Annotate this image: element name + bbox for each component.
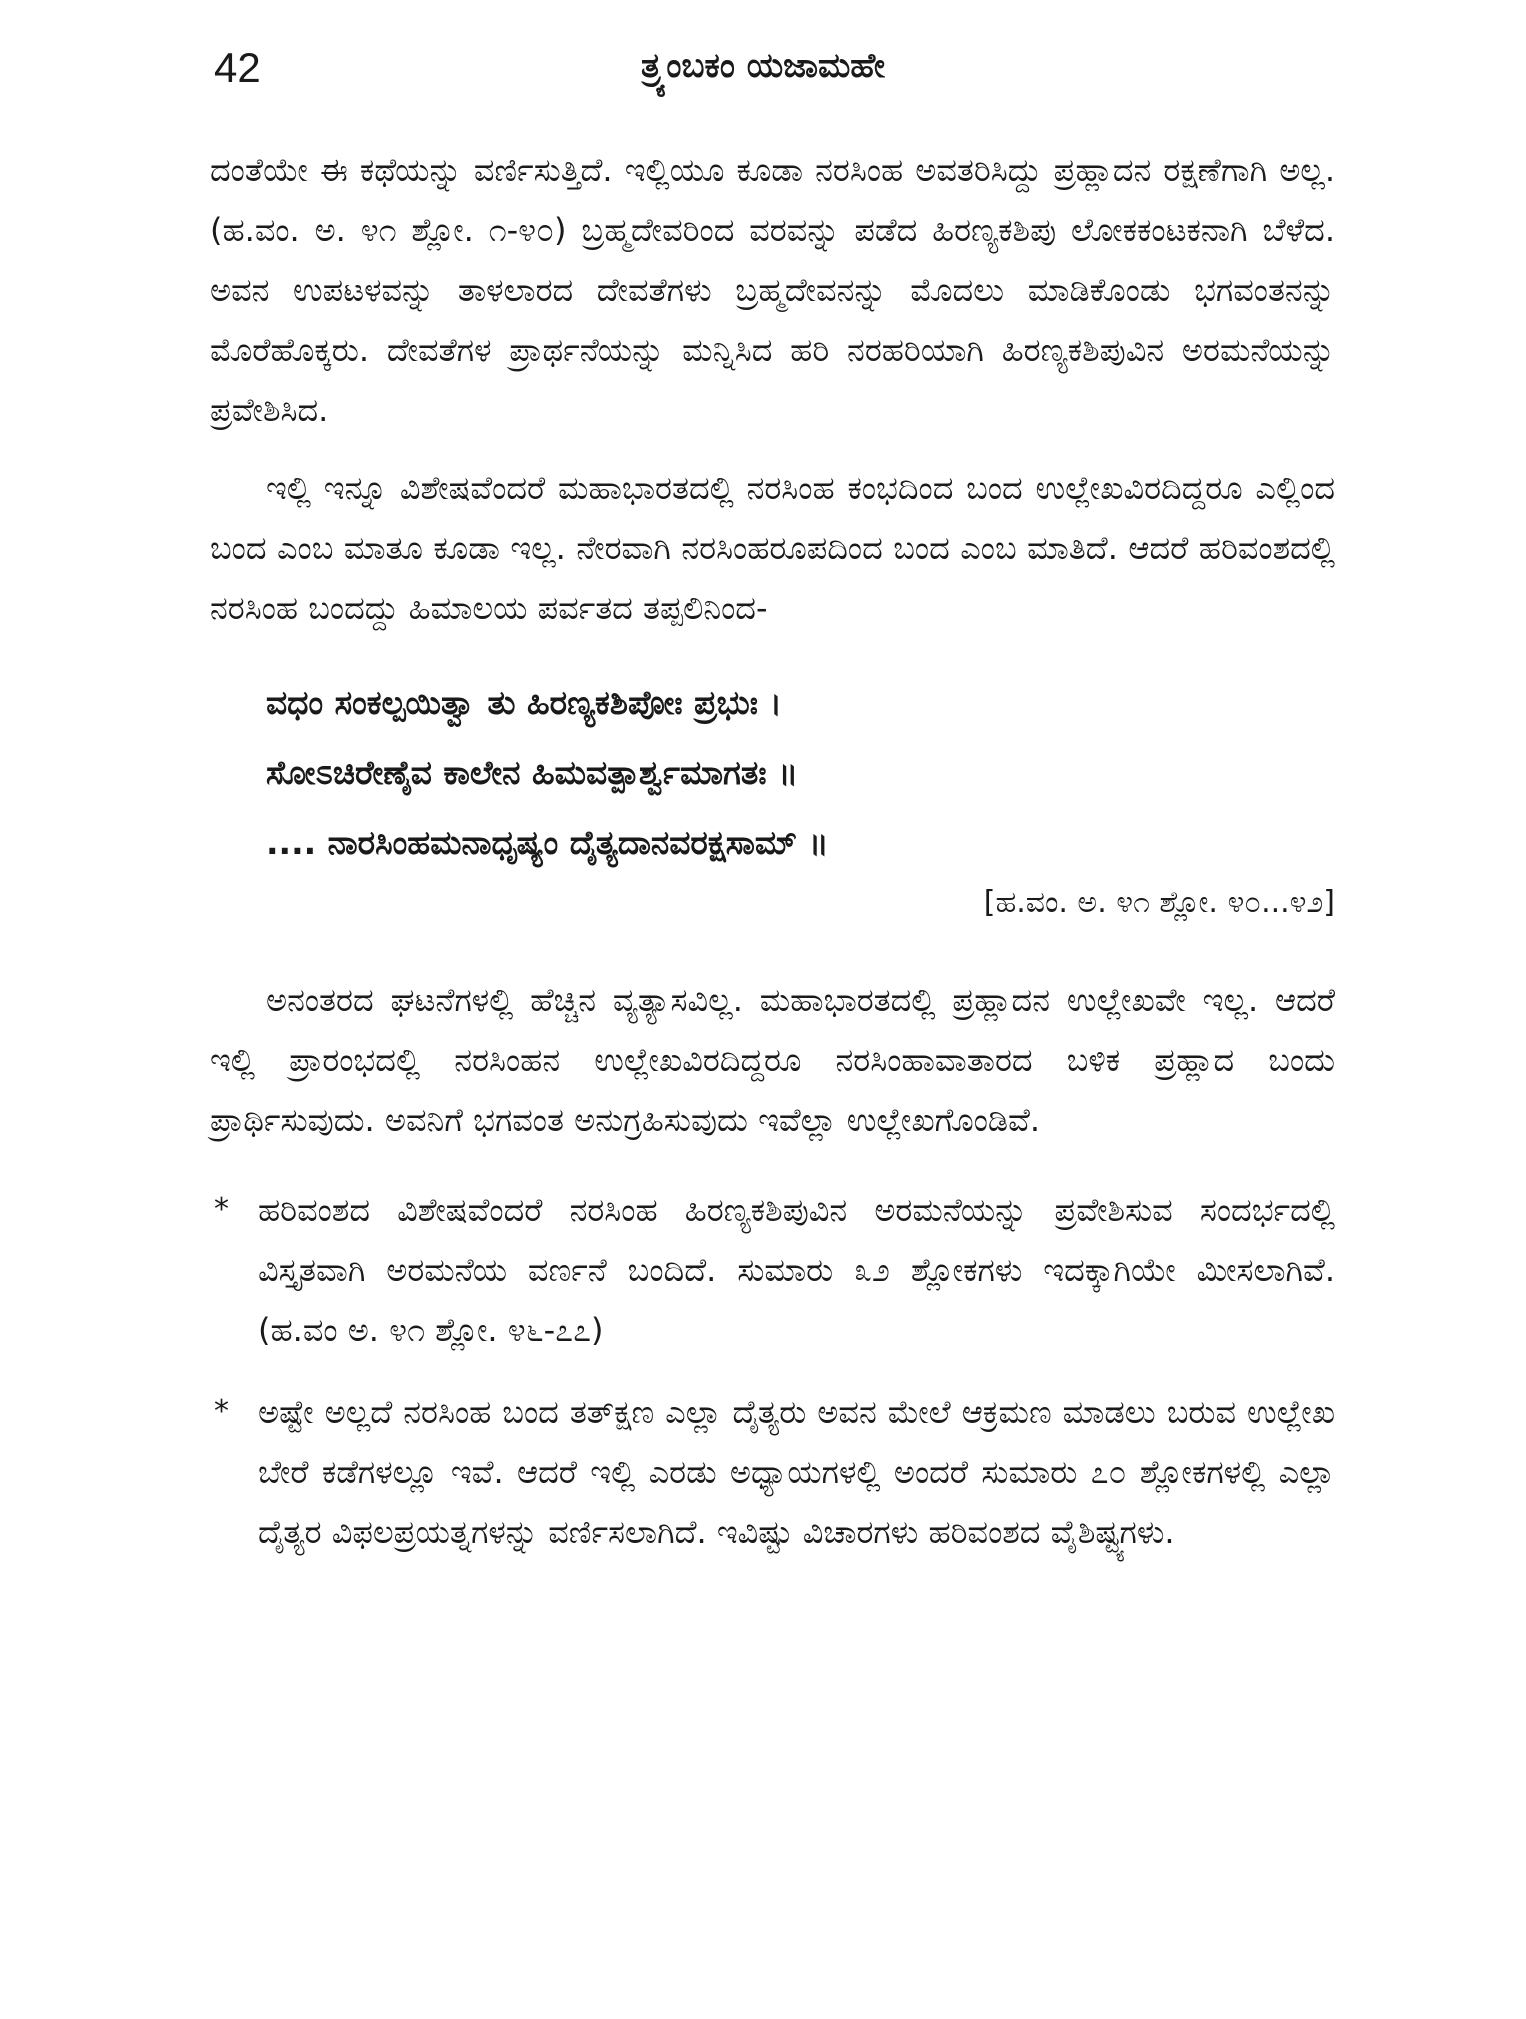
bullet-item	[210, 1382, 1335, 1562]
verse-line: .... ನಾರಸಿಂಹಮನಾಧೃಷ್ಯಂ ದೈತ್ಯದಾನವರಕ್ಷಸಾಮ್ ॥	[266, 823, 829, 862]
page-header	[210, 40, 1316, 110]
verse-line: ವಧಂ ಸಂಕಲ್ಪಯಿತ್ವಾ ತು ಹಿರಣ್ಯಕಶಿಪೋಃ ಪ್ರಭುಃ ।	[266, 683, 782, 722]
page-number: 42	[214, 44, 261, 91]
paragraph: ಇಲ್ಲಿ ಇನ್ನೂ ವಿಶೇಷವೆಂದರೆ ಮಹಾಭಾರತದಲ್ಲಿ ನರಸಿಂಹ ಕಂಭದಿಂದ ಬಂದ ಉಲ್ಲೇಖವಿರದಿದ್ದರೂ ಎಲ್ಲಿಂದ ಬಂದ ಎಂಬ ಮಾತೂ ಕೂಡಾ ಇಲ್ಲ. ನೇರವಾಗಿ ನರಸಿಂಹರೂಪದಿಂದ ಬಂದ ಎಂಬ ಮಾತಿದೆ. ಆದರೆ ಹರಿವಂಶದಲ್ಲಿ ನರಸಿಂಹ ಬಂದದ್ದು ಹಿಮಾಲಯ ಪರ್ವತದ ತಪ್ಪಲಿನಿಂದ-	[210, 469, 1335, 627]
verse-line: ಸೋಽಚಿರೇಣೈವ ಕಾಲೇನ ಹಿಮವತ್ಪಾರ್ಶ್ವಮಾಗತಃ ॥	[266, 753, 799, 792]
verse-reference: [ಹ.ವಂ. ಅ. ೪೧ ಶ್ಲೋ. ೪೦...೪೨]	[983, 885, 1335, 920]
sanskrit-verse	[266, 668, 1335, 878]
bullet-text: ಹರಿವಂಶದ ವಿಶೇಷವೆಂದರೆ ನರಸಿಂಹ ಹಿರಣ್ಯಕಶಿಪುವಿನ ಅರಮನೆಯನ್ನು ಪ್ರವೇಶಿಸುವ ಸಂದರ್ಭದಲ್ಲಿ ವಿಸ್ತೃತವಾಗಿ ಅರಮನೆಯ ವರ್ಣನೆ ಬಂದಿದೆ. ಸುಮಾರು ೩೨ ಶ್ಲೋಕಗಳು ಇದಕ್ಕಾಗಿಯೇ ಮೀಸಲಾಗಿವೆ. (ಹ.ವಂ ಅ. ೪೧ ಶ್ಲೋ. ೪೬-೭೭)	[258, 1191, 1335, 1349]
bullet-text: ಅಷ್ಟೇ ಅಲ್ಲದೆ ನರಸಿಂಹ ಬಂದ ತತ್ಕ್ಷಣ ಎಲ್ಲಾ ದೈತ್ಯರು ಅವನ ಮೇಲೆ ಆಕ್ರಮಣ ಮಾಡಲು ಬರುವ ಉಲ್ಲೇಖ ಬೇರೆ ಕಡೆಗಳಲ್ಲೂ ಇವೆ. ಆದರೆ ಇಲ್ಲಿ ಎರಡು ಅಧ್ಯಾಯಗಳಲ್ಲಿ ಅಂದರೆ ಸುಮಾರು ೭೦ ಶ್ಲೋಕಗಳಲ್ಲಿ ಎಲ್ಲಾ ದೈತ್ಯರ ವಿಫಲಪ್ರಯತ್ನಗಳನ್ನು ವರ್ಣಿಸಲಾಗಿದೆ. ಇವಿಷ್ಟು ವಿಚಾರಗಳು ಹರಿವಂಶದ ವೈಶಿಷ್ಟ್ಯಗಳು.	[258, 1393, 1335, 1551]
paragraph: ಅನಂತರದ ಘಟನೆಗಳಲ್ಲಿ ಹೆಚ್ಚಿನ ವ್ಯತ್ಯಾಸವಿಲ್ಲ. ಮಹಾಭಾರತದಲ್ಲಿ ಪ್ರಹ್ಲಾದನ ಉಲ್ಲೇಖವೇ ಇಲ್ಲ. ಆದರೆ ಇಲ್ಲಿ ಪ್ರಾರಂಭದಲ್ಲಿ ನರಸಿಂಹನ ಉಲ್ಲೇಖವಿರದಿದ್ದರೂ ನರಸಿಂಹಾವಾತಾರದ ಬಳಿಕ ಪ್ರಹ್ಲಾದ ಬಂದು ಪ್ರಾರ್ಥಿಸುವುದು. ಅವನಿಗೆ ಭಗವಂತ ಅನುಗ್ರಹಿಸುವುದು ಇವೆಲ್ಲಾ ಉಲ್ಲೇಖಗೊಂಡಿವೆ.	[210, 981, 1335, 1139]
asterisk-bullet-icon: *	[214, 1192, 229, 1227]
running-head: ತ್ರ್ಯಂಬಕಂ ಯಜಾಮಹೇ	[640, 46, 886, 86]
bullet-item	[210, 1180, 1335, 1360]
asterisk-bullet-icon: *	[214, 1394, 229, 1429]
paragraph: ದಂತೆಯೇ ಈ ಕಥೆಯನ್ನು ವರ್ಣಿಸುತ್ತಿದೆ. ಇಲ್ಲಿಯೂ ಕೂಡಾ ನರಸಿಂಹ ಅವತರಿಸಿದ್ದು ಪ್ರಹ್ಲಾದನ ರಕ್ಷಣೆಗಾಗಿ ಅಲ್ಲ. (ಹ.ವಂ. ಅ. ೪೧ ಶ್ಲೋ. ೧-೪೦) ಬ್ರಹ್ಮದೇವರಿಂದ ವರವನ್ನು ಪಡೆದ ಹಿರಣ್ಯಕಶಿಪು ಲೋಕಕಂಟಕನಾಗಿ ಬೆಳೆದ. ಅವನ ಉಪಟಳವನ್ನು ತಾಳಲಾರದ ದೇವತೆಗಳು ಬ್ರಹ್ಮದೇವನನ್ನು ಮೊದಲು ಮಾಡಿಕೊಂಡು ಭಗವಂತನನ್ನು ಮೊರೆಹೊಕ್ಕರು. ದೇವತೆಗಳ ಪ್ರಾರ್ಥನೆಯನ್ನು ಮನ್ನಿಸಿದ ಹರಿ ನರಹರಿಯಾಗಿ ಹಿರಣ್ಯಕಶಿಪುವಿನ ಅರಮನೆಯನ್ನು ಪ್ರವೇಶಿಸಿದ.	[210, 151, 1335, 429]
page-body	[210, 140, 1335, 1584]
